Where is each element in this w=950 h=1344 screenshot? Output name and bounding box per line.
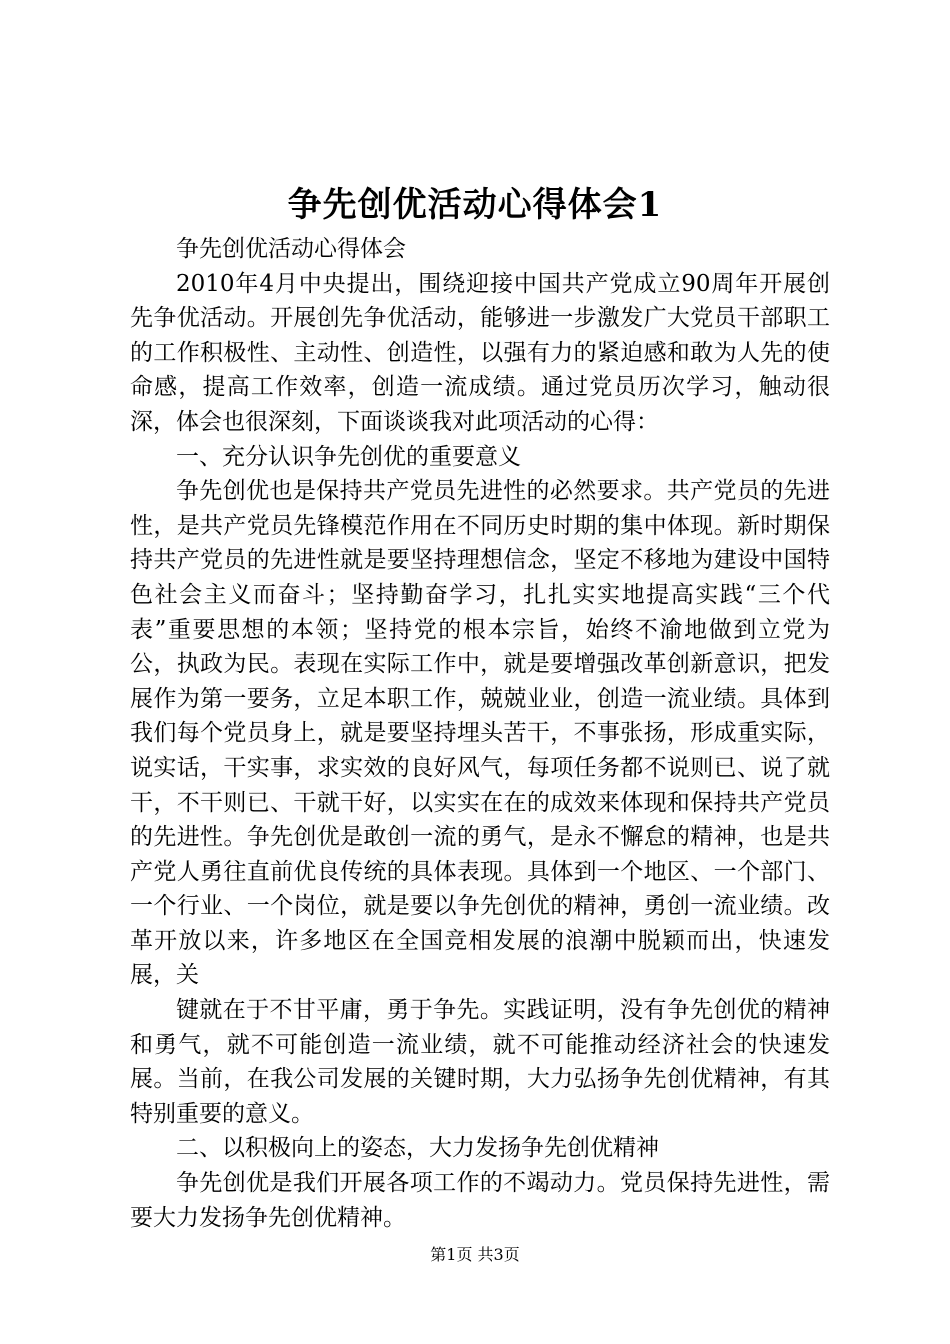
document-title: 争先创优活动心得体会1 bbox=[287, 185, 663, 225]
document-subtitle: 争先创优活动心得体会 bbox=[176, 236, 406, 262]
document-body bbox=[130, 232, 830, 1235]
paragraph-intro: 2010年4月中央提出，围绕迎接中国共产党成立90周年开展创先争优活动。开展创先争优活动，能够进一步激发广大党员干部职工的工作积极性、主动性、创造性，以强有力的紧迫感和敢为人先的使命感，提高工作效率，创造一流成绩。通过党员历次学习，触动很深，体会也很深刻，下面谈谈我对此项活动的心得： bbox=[130, 270, 830, 435]
section-heading-1: 一、充分认识争先创优的重要意义 bbox=[176, 443, 521, 470]
paragraph-section1-body: 争先创优也是保持共产党员先进性的必然要求。共产党员的先进性，是共产党员先锋模范作用在不同历史时期的集中体现。新时期保持共产党员的先进性就是要坚持理想信念，坚定不移地为建设中国特色社会主义而奋斗；坚持勤奋学习，扎扎实实地提高实践“三个代表”重要思想的本领；坚持党的根本宗旨，始终不渝地做到立党为公，执政为民。表现在实际工作中，就是要增强改革创新意识，把发展作为第一要务，立足本职工作，兢兢业业，创造一流业绩。具体到我们每个党员身上，就是要坚持埋头苦干，不事张扬，形成重实际，说实话，干实事，求实效的良好风气，每项任务都不说则已、说了就干，不干则已、干就干好，以实实在在的成效来体现和保持共产党员的先进性。争先创优是敢创一流的勇气，是永不懈怠的精神，也是共产党人勇往直前优良传统的具体表现。具体到一个地区、一个部门、一个行业、一个岗位，就是要以争先创优的精神，勇创一流业绩。改革开放以来，许多地区在全国竞相发展的浪潮中脱颖而出，快速发展，关 bbox=[130, 478, 830, 989]
paragraph-section2-body: 争先创优是我们开展各项工作的不竭动力。党员保持先进性，需要大力发扬争先创优精神。 bbox=[130, 1170, 830, 1231]
section-heading-2: 二、以积极向上的姿态，大力发扬争先创优精神 bbox=[176, 1135, 659, 1162]
page-number-footer: 第1页 共3页 bbox=[430, 1245, 520, 1264]
paragraph-section1-continued: 键就在于不甘平庸，勇于争先。实践证明，没有争先创优的精神和勇气，就不可能创造一流业绩，就不可能推动经济社会的快速发展。当前，在我公司发展的关键时期，大力弘扬争先创优精神，有其特别重要的意义。 bbox=[130, 997, 830, 1127]
